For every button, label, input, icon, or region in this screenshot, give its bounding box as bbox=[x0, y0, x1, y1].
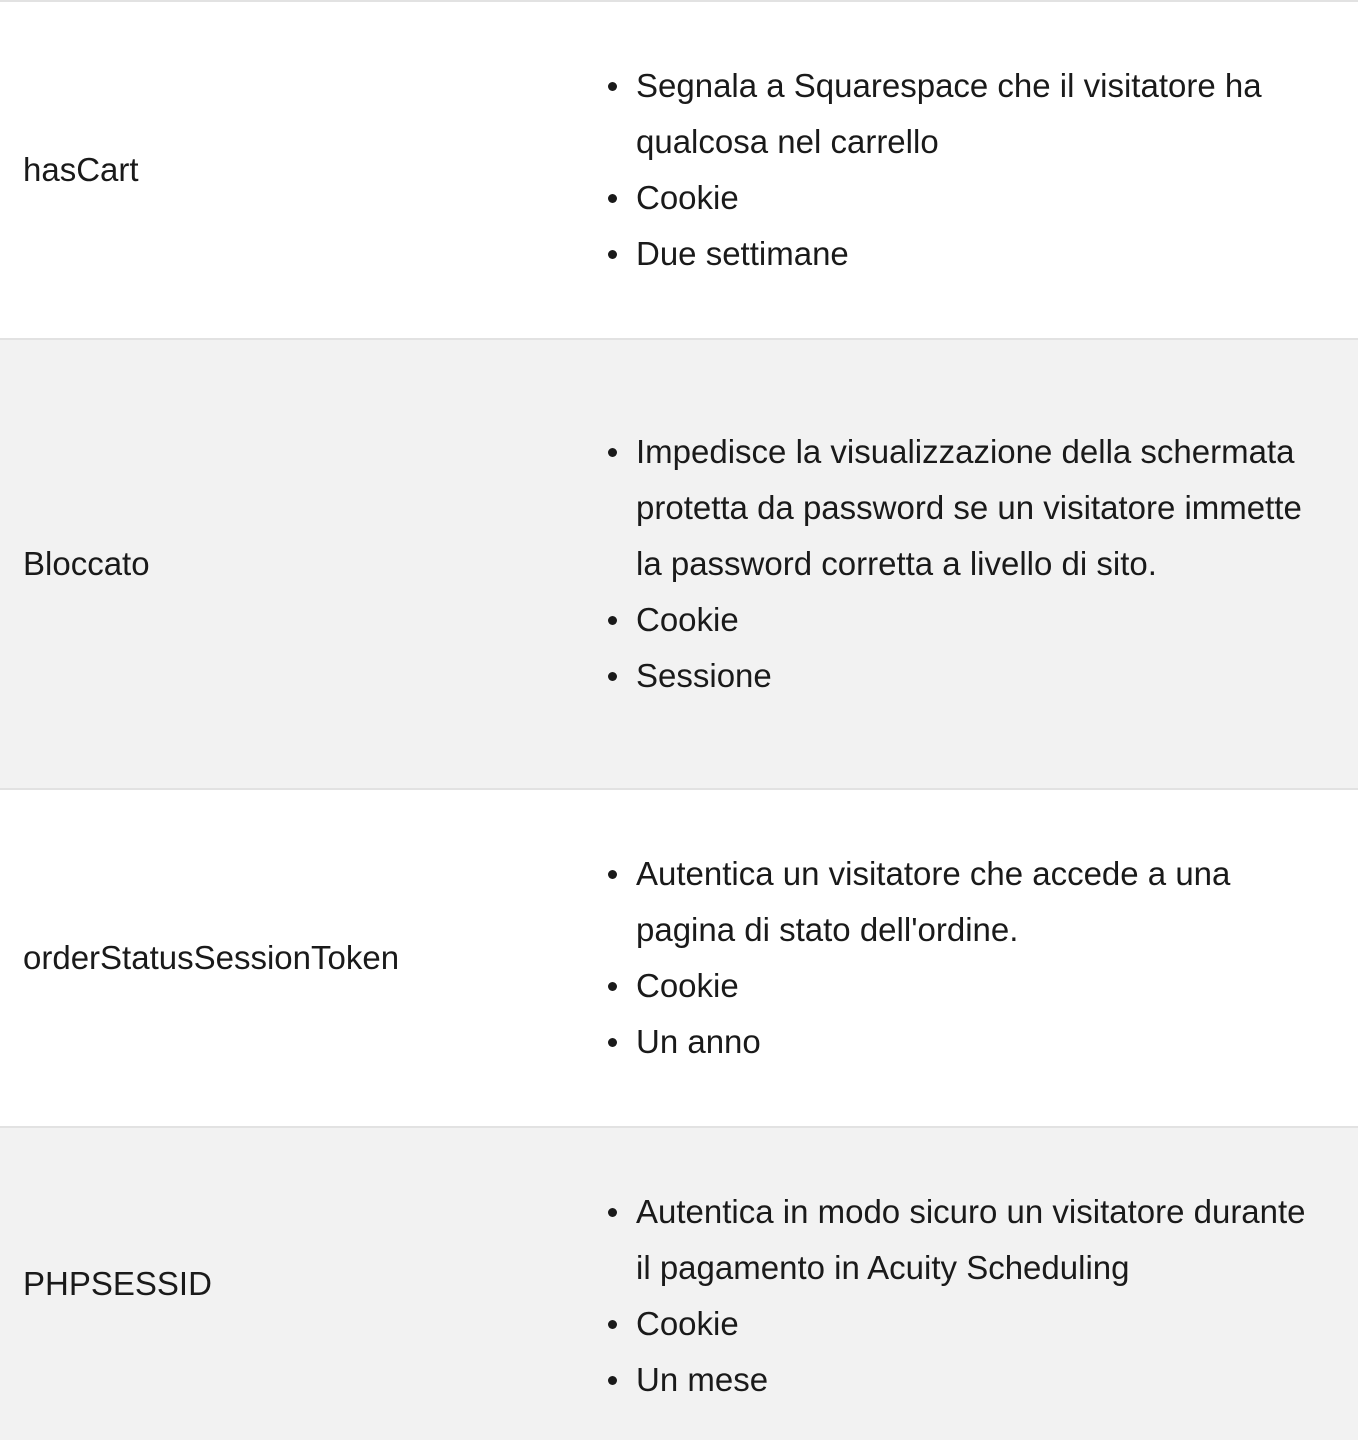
details-list bbox=[606, 846, 1328, 1070]
bullet-icon bbox=[608, 870, 617, 879]
bullet-icon bbox=[608, 982, 617, 991]
list-item bbox=[606, 592, 1328, 648]
cookie-purpose: Impedisce la visualizzazione della schermata protetta da password se un visitatore immette la password corretta a livello di sito. bbox=[636, 433, 1302, 582]
bullet-icon bbox=[608, 616, 617, 625]
cookie-details bbox=[606, 58, 1358, 282]
list-item bbox=[606, 58, 1328, 170]
list-item bbox=[606, 1352, 1328, 1408]
cookie-duration: Un anno bbox=[636, 1023, 761, 1060]
cookie-details bbox=[606, 1184, 1358, 1408]
list-item bbox=[606, 1296, 1328, 1352]
bullet-icon bbox=[608, 194, 617, 203]
cookie-type: Cookie bbox=[636, 601, 739, 638]
cookie-name: orderStatusSessionToken bbox=[23, 939, 400, 976]
list-item bbox=[606, 648, 1328, 704]
cookie-details bbox=[606, 424, 1358, 704]
bullet-icon bbox=[608, 448, 617, 457]
list-item bbox=[606, 1184, 1328, 1296]
cookie-purpose: Segnala a Squarespace che il visitatore ha qualcosa nel carrello bbox=[636, 67, 1262, 160]
list-item bbox=[606, 170, 1328, 226]
cookie-name: hasCart bbox=[23, 151, 139, 188]
list-item bbox=[606, 226, 1328, 282]
table-row bbox=[0, 1128, 1358, 1440]
cookie-duration: Sessione bbox=[636, 657, 772, 694]
details-list bbox=[606, 1184, 1328, 1408]
bullet-icon bbox=[608, 1208, 617, 1217]
cookie-duration: Un mese bbox=[636, 1361, 769, 1398]
bullet-icon bbox=[608, 82, 617, 91]
list-item bbox=[606, 1014, 1328, 1070]
bullet-icon bbox=[608, 1376, 617, 1385]
cookie-purpose: Autentica in modo sicuro un visitatore durante il pagamento in Acuity Scheduling bbox=[636, 1193, 1306, 1286]
list-item bbox=[606, 958, 1328, 1014]
cookie-name: Bloccato bbox=[23, 545, 150, 582]
bullet-icon bbox=[608, 250, 617, 259]
cookie-name: PHPSESSID bbox=[23, 1265, 212, 1302]
table-row bbox=[0, 790, 1358, 1128]
cookie-type: Cookie bbox=[636, 179, 739, 216]
table-row bbox=[0, 2, 1358, 340]
cookie-details bbox=[606, 846, 1358, 1070]
list-item bbox=[606, 846, 1328, 958]
details-list bbox=[606, 58, 1328, 282]
details-list bbox=[606, 424, 1328, 704]
cookie-type: Cookie bbox=[636, 1305, 739, 1342]
table-row bbox=[0, 340, 1358, 790]
cookie-purpose: Autentica un visitatore che accede a una pagina di stato dell'ordine. bbox=[636, 855, 1231, 948]
bullet-icon bbox=[608, 1038, 617, 1047]
list-item bbox=[606, 424, 1328, 592]
cookie-type: Cookie bbox=[636, 967, 739, 1004]
bullet-icon bbox=[608, 1320, 617, 1329]
bullet-icon bbox=[608, 672, 617, 681]
cookie-duration: Due settimane bbox=[636, 235, 849, 272]
